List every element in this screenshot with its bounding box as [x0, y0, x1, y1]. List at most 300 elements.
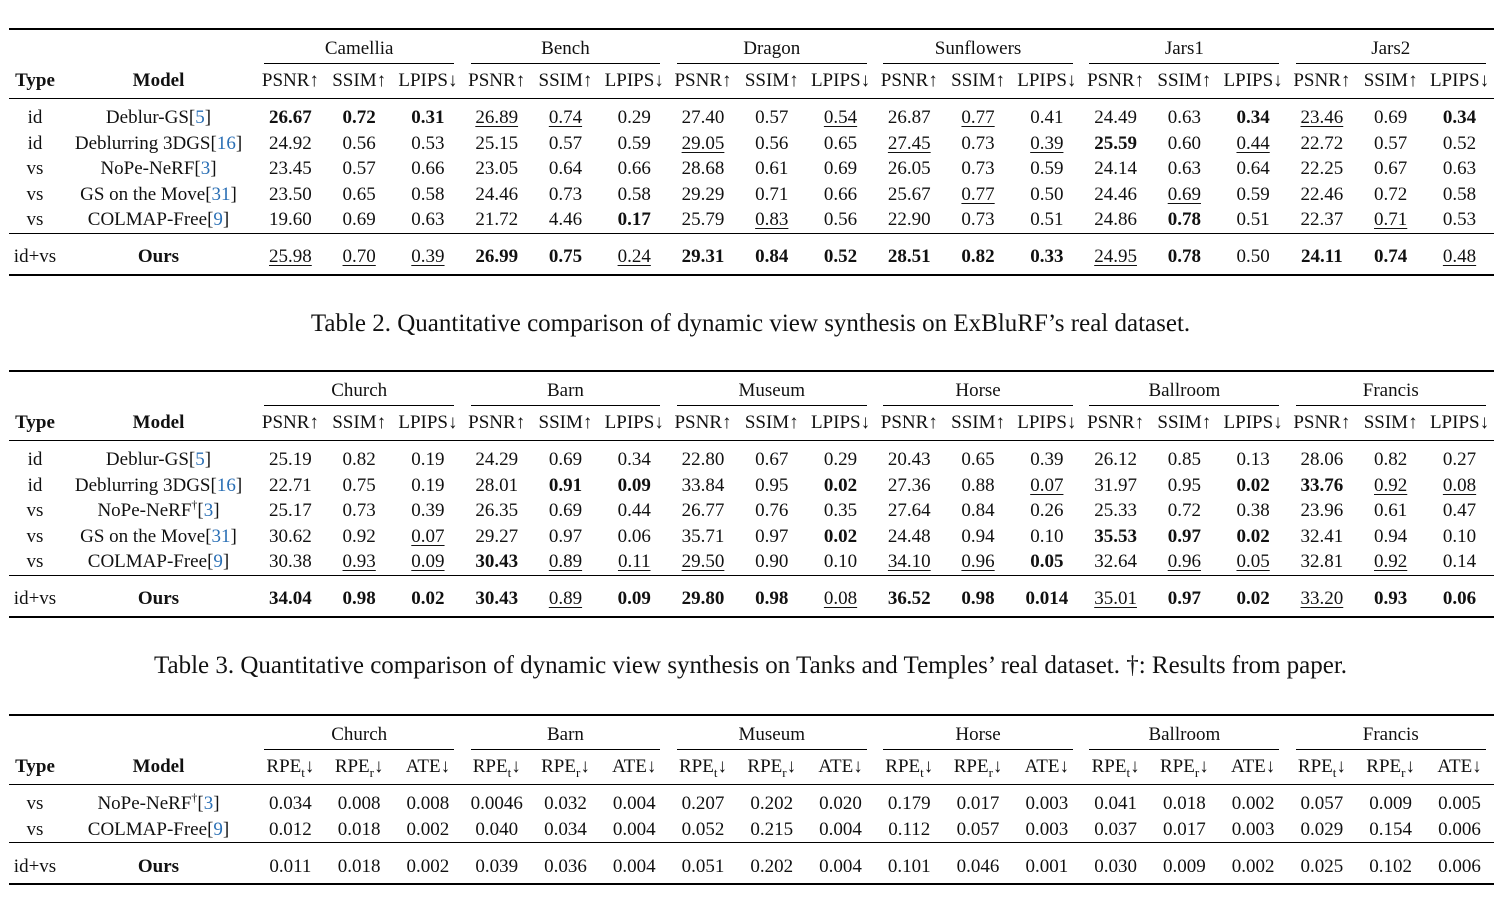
metric-value — [1081, 524, 1150, 550]
metric-value — [1288, 240, 1357, 275]
metric-value-text: 0.51 — [1030, 209, 1064, 231]
metric-header: LPIPS↓ — [604, 70, 664, 91]
metric-value — [256, 473, 325, 499]
metric-value — [1356, 207, 1425, 233]
metric-header — [669, 750, 738, 785]
metric-value-text: 0.74 — [1374, 246, 1408, 267]
metric-value — [944, 549, 1013, 575]
metric-value — [325, 498, 394, 524]
metric-value-text: 28.06 — [1300, 449, 1344, 471]
metric-value — [462, 549, 531, 575]
metric-value — [1288, 131, 1357, 157]
citation-link[interactable]: 9 — [213, 818, 223, 840]
metric-value-text: 0.83 — [755, 209, 789, 231]
citation-link[interactable]: 3 — [203, 500, 214, 522]
metric-value — [1219, 156, 1288, 182]
metric-value — [531, 524, 600, 550]
metric-value-text: 0.75 — [342, 474, 376, 496]
metric-value — [600, 207, 669, 233]
metric-value-text: 0.85 — [1167, 449, 1201, 471]
metric-value — [737, 524, 806, 550]
type-cell: vs — [26, 500, 44, 522]
dataset-group-header: Sunflowers — [883, 35, 1073, 64]
metric-value — [737, 473, 806, 499]
dagger-mark: † — [191, 790, 198, 805]
metric-value-text: 0.05 — [1236, 551, 1270, 573]
metric-value — [1288, 817, 1357, 843]
metric-value-text: 0.0046 — [470, 793, 523, 815]
table-row — [9, 156, 1494, 182]
metric-value-text: 0.88 — [961, 474, 995, 496]
metric-value-text: 35.01 — [1094, 588, 1137, 609]
metric-value — [1288, 549, 1357, 575]
metric-value-text: 0.02 — [1236, 525, 1270, 547]
model-cell — [61, 849, 256, 884]
metric-value-text: 0.97 — [1167, 588, 1201, 609]
metric-value-text: 27.45 — [887, 132, 931, 154]
model-name: GS on the Move — [80, 525, 206, 547]
metric-value-text: 0.19 — [411, 449, 445, 471]
metric-value — [669, 156, 738, 182]
metric-value — [1081, 182, 1150, 208]
metric-value-text: 0.006 — [1438, 818, 1481, 840]
metric-value-text: 0.003 — [1231, 818, 1275, 840]
type-cell: vs — [26, 551, 44, 573]
metric-value — [1081, 549, 1150, 575]
metric-value — [325, 207, 394, 233]
metric-value — [1150, 524, 1219, 550]
metric-arrow: ↓ — [1336, 756, 1346, 777]
type-cell: vs — [26, 793, 44, 815]
metric-value-text: 0.207 — [681, 793, 725, 815]
metric-value — [875, 182, 944, 208]
metric-value-text: 28.01 — [475, 474, 519, 496]
metric-name: RPE — [679, 756, 714, 777]
metric-value-text: 0.65 — [961, 449, 995, 471]
metric-value — [1012, 817, 1081, 843]
metric-value-text: 24.14 — [1094, 158, 1137, 180]
metric-subscript: r — [1401, 764, 1406, 780]
metric-value-text: 0.82 — [961, 246, 995, 267]
table-row — [9, 498, 1494, 524]
metric-value-text: 0.046 — [956, 855, 1000, 877]
metric-value — [1150, 791, 1219, 817]
metric-value — [1356, 549, 1425, 575]
metric-value — [1219, 549, 1288, 575]
metric-value-text: 0.002 — [1231, 793, 1275, 815]
citation-link[interactable]: 9 — [213, 551, 223, 573]
metric-header: PSNR↑ — [1293, 70, 1351, 91]
metric-header: LPIPS↓ — [398, 70, 458, 91]
metric-value — [669, 473, 738, 499]
metric-value — [462, 156, 531, 182]
metric-name: RPE — [541, 756, 576, 777]
metric-value — [462, 498, 531, 524]
metric-value-text: 23.50 — [269, 183, 312, 205]
metric-value — [1081, 817, 1150, 843]
metric-value — [737, 791, 806, 817]
metric-value — [462, 105, 531, 131]
metric-header: PSNR↑ — [674, 412, 732, 433]
metric-value-text: 23.45 — [269, 158, 312, 180]
citation-link[interactable]: 9 — [213, 209, 223, 231]
metric-value — [462, 524, 531, 550]
metric-value-text: 0.66 — [617, 158, 651, 180]
metric-name: RPE — [1297, 756, 1333, 777]
metric-value-text: 0.004 — [612, 793, 656, 815]
model-cell: NoPe-NeRF†[3] — [97, 790, 220, 815]
metric-value-text: 0.71 — [755, 183, 789, 205]
metric-value — [1219, 105, 1288, 131]
metric-header — [531, 750, 600, 785]
metric-header: LPIPS↓ — [1223, 412, 1283, 433]
metric-value-text: 27.64 — [887, 500, 931, 522]
metric-subscript: r — [988, 764, 993, 780]
metric-value-text: 0.24 — [617, 246, 651, 267]
metric-value — [806, 524, 875, 550]
metric-value — [669, 582, 738, 617]
metric-value-text: 0.92 — [1374, 474, 1408, 496]
metric-value-text: 30.43 — [475, 588, 519, 609]
metric-value-text: 0.90 — [755, 551, 789, 573]
metric-name: RPE — [1091, 756, 1127, 777]
metric-value — [1356, 105, 1425, 131]
metric-header — [325, 750, 394, 785]
metric-value-text: 0.54 — [823, 107, 858, 129]
metric-value — [325, 131, 394, 157]
metric-value-text: 0.50 — [1030, 183, 1064, 205]
citation-link[interactable]: 5 — [195, 107, 205, 129]
metric-value — [669, 131, 738, 157]
metric-value — [394, 549, 463, 575]
citation-link[interactable]: 31 — [211, 525, 231, 547]
metric-value-text: 0.65 — [823, 132, 858, 154]
citation-link[interactable]: 3 — [200, 158, 211, 180]
metric-value — [1356, 849, 1425, 884]
metric-value-text: 0.57 — [342, 158, 376, 180]
table-row — [9, 791, 1494, 817]
metric-value — [944, 582, 1013, 617]
metric-value — [256, 524, 325, 550]
metric-value — [737, 549, 806, 575]
metric-value — [1219, 791, 1288, 817]
metric-value-text: 0.09 — [617, 588, 651, 609]
metric-value — [1081, 240, 1150, 275]
metric-value — [1219, 524, 1288, 550]
metric-value — [325, 849, 394, 884]
metric-value — [875, 582, 944, 617]
metric-value — [462, 207, 531, 233]
metric-value — [325, 817, 394, 843]
type-cell: id — [27, 107, 43, 129]
metric-value — [737, 131, 806, 157]
metric-value — [1356, 131, 1425, 157]
metric-value-text: 0.13 — [1236, 449, 1270, 471]
metric-header — [1425, 750, 1494, 785]
metric-value-text: 0.02 — [823, 474, 858, 496]
metric-value — [325, 524, 394, 550]
metric-value — [600, 131, 669, 157]
metric-value — [1288, 849, 1357, 884]
table-3-caption: Table 3. Quantitative comparison of dynamic view synthesis on Tanks and Temples’ real dataset. †: Results from paper. — [153, 652, 1348, 679]
metric-value — [1081, 207, 1150, 233]
metric-value — [1356, 447, 1425, 473]
metric-value — [1425, 582, 1494, 617]
metric-value-text: 0.39 — [411, 246, 445, 267]
metric-arrow: ↓ — [1199, 756, 1209, 777]
metric-value-text: 0.34 — [1442, 107, 1477, 129]
metric-value — [256, 791, 325, 817]
metric-value — [325, 156, 394, 182]
metric-value-text: 0.037 — [1094, 818, 1137, 840]
metric-subscript: t — [920, 764, 924, 780]
metric-value-text: 0.89 — [548, 588, 583, 609]
metric-value-text: 0.93 — [1374, 588, 1408, 609]
metric-value-text: 0.92 — [342, 525, 376, 547]
metric-value — [1425, 156, 1494, 182]
metric-value — [669, 447, 738, 473]
metric-value — [1356, 182, 1425, 208]
model-name: Deblurring 3DGS — [74, 132, 211, 154]
metric-value — [531, 817, 600, 843]
metric-value — [944, 473, 1013, 499]
type-cell: vs — [26, 818, 44, 840]
metric-value-text: 29.27 — [475, 525, 519, 547]
metric-value — [1081, 849, 1150, 884]
metric-value-text: 0.72 — [342, 107, 376, 129]
table-exblurf-synthesis — [9, 28, 1494, 278]
metric-header: PSNR↑ — [880, 412, 938, 433]
metric-value-text: 0.020 — [819, 793, 862, 815]
metric-value — [531, 473, 600, 499]
metric-value — [669, 207, 738, 233]
metric-value — [806, 791, 875, 817]
metric-value-text: 24.46 — [1094, 183, 1137, 205]
metric-value-text: 0.84 — [961, 500, 995, 522]
metric-value — [531, 498, 600, 524]
metric-value — [256, 105, 325, 131]
metric-value — [669, 524, 738, 550]
metric-value — [1012, 207, 1081, 233]
metric-value-text: 25.33 — [1094, 500, 1137, 522]
metric-subscript: r — [369, 764, 375, 780]
metric-value — [600, 549, 669, 575]
metric-value-text: 0.112 — [888, 818, 931, 840]
metric-value-text: 0.10 — [823, 551, 858, 573]
metric-value — [1288, 791, 1357, 817]
metric-value — [394, 131, 463, 157]
citation-link[interactable]: 31 — [211, 183, 231, 205]
metric-value — [1425, 447, 1494, 473]
metric-value — [1012, 182, 1081, 208]
metric-value — [531, 582, 600, 617]
metric-value-text: 0.039 — [475, 855, 519, 877]
metric-value — [1219, 473, 1288, 499]
metric-name: RPE — [1160, 756, 1195, 777]
metric-value — [1012, 131, 1081, 157]
metric-value — [256, 182, 325, 208]
metric-header — [1356, 750, 1425, 785]
metric-value-text: 26.35 — [475, 500, 519, 522]
metric-header — [875, 750, 944, 785]
metric-header: PSNR↑ — [1293, 412, 1351, 433]
metric-value-text: 0.69 — [548, 449, 583, 471]
metric-header: SSIM↑ — [1157, 70, 1212, 91]
citation-link[interactable]: 16 — [216, 474, 236, 496]
metric-value-text: 33.76 — [1300, 474, 1344, 496]
metric-value — [325, 791, 394, 817]
metric-value-text: 0.002 — [406, 855, 450, 877]
metric-value — [531, 207, 600, 233]
metric-value-text: 0.012 — [269, 818, 312, 840]
metric-value — [462, 447, 531, 473]
metric-value — [1356, 791, 1425, 817]
model-cell: Deblurring 3DGS[16] — [74, 132, 243, 154]
metric-value-text: 0.65 — [342, 183, 376, 205]
metric-value-text: 24.29 — [475, 449, 519, 471]
table-row — [9, 447, 1494, 473]
metric-value-text: 0.005 — [1438, 793, 1481, 815]
metric-value — [1288, 447, 1357, 473]
metric-value — [462, 240, 531, 275]
metric-value-text: 0.97 — [548, 525, 583, 547]
metric-value-text: 0.67 — [755, 449, 789, 471]
metric-value — [256, 207, 325, 233]
metric-value-text: 0.02 — [1236, 588, 1270, 609]
metric-value-text: 34.04 — [269, 588, 312, 609]
metric-value-text: 20.43 — [887, 449, 931, 471]
metric-value — [875, 447, 944, 473]
metric-value-text: 0.31 — [411, 107, 445, 129]
metric-value-text: 0.017 — [956, 793, 1000, 815]
metric-arrow: ↓ — [1265, 756, 1276, 777]
metric-name: ATE — [612, 756, 647, 777]
metric-value — [806, 447, 875, 473]
table-row — [9, 207, 1494, 233]
metric-value-text: 24.95 — [1094, 246, 1137, 267]
metric-value — [806, 498, 875, 524]
metric-arrow: ↓ — [1059, 756, 1069, 777]
metric-value — [1425, 817, 1494, 843]
model-name: Deblurring 3DGS — [74, 474, 211, 496]
metric-header: SSIM↑ — [332, 70, 387, 91]
type-cell: id+vs — [13, 855, 57, 877]
metric-value — [1356, 473, 1425, 499]
metric-value-text: 0.08 — [1442, 474, 1477, 496]
metric-value-text: 0.98 — [961, 588, 995, 609]
metric-name: RPE — [266, 756, 302, 777]
metric-value — [737, 240, 806, 275]
metric-value-text: 24.86 — [1094, 209, 1137, 231]
metric-value — [737, 817, 806, 843]
metric-value-text: 0.19 — [411, 474, 445, 496]
metric-value-text: 0.002 — [1231, 855, 1275, 877]
model-name: NoPe-NeRF — [97, 500, 192, 522]
metric-value — [1219, 582, 1288, 617]
metric-value-text: 26.05 — [887, 158, 931, 180]
citation-link[interactable]: 5 — [195, 449, 205, 471]
metric-value — [669, 105, 738, 131]
table-row — [9, 105, 1494, 131]
dataset-group-header: Church — [264, 721, 454, 750]
metric-value — [1356, 240, 1425, 275]
metric-value — [737, 182, 806, 208]
metric-subscript: t — [713, 764, 718, 780]
metric-value — [1081, 582, 1150, 617]
metric-value — [1012, 498, 1081, 524]
metric-value — [1150, 182, 1219, 208]
metric-value — [325, 473, 394, 499]
metric-value-text: 26.67 — [269, 107, 312, 129]
citation-link[interactable]: 3 — [203, 793, 214, 815]
metric-value — [875, 473, 944, 499]
metric-value — [394, 105, 463, 131]
metric-value — [1150, 498, 1219, 524]
metric-value — [1288, 207, 1357, 233]
metric-value-text: 0.63 — [411, 209, 445, 231]
dataset-group-header: Museum — [677, 721, 867, 750]
model-cell: GS on the Move[31] — [80, 525, 237, 547]
metric-arrow: ↓ — [580, 756, 590, 777]
metric-value-text: 0.034 — [544, 818, 587, 840]
dataset-group-header: Francis — [1296, 377, 1486, 406]
metric-value — [1150, 240, 1219, 275]
metric-header: LPIPS↓ — [604, 412, 664, 433]
metric-value-text: 0.82 — [342, 449, 376, 471]
metric-header: SSIM↑ — [332, 412, 387, 433]
metric-value-text: 25.98 — [269, 246, 312, 267]
metric-arrow: ↓ — [304, 756, 315, 777]
metric-value — [1219, 240, 1288, 275]
metric-value-text: 32.81 — [1300, 551, 1344, 573]
metric-value-text: 22.46 — [1300, 183, 1344, 205]
dataset-group-header: Ballroom — [1089, 721, 1279, 750]
metric-value-text: 27.40 — [681, 107, 725, 129]
model-column-header: Model — [132, 70, 185, 91]
metric-value — [462, 582, 531, 617]
metric-value — [1219, 849, 1288, 884]
citation-link[interactable]: 16 — [216, 132, 236, 154]
metric-value-text: 0.009 — [1369, 793, 1413, 815]
metric-value-text: 0.77 — [961, 183, 995, 205]
metric-value — [394, 473, 463, 499]
metric-value — [875, 156, 944, 182]
metric-value-text: 26.12 — [1094, 449, 1137, 471]
metric-value — [256, 498, 325, 524]
metric-value-text: 34.10 — [887, 551, 931, 573]
metric-value-text: 0.73 — [961, 132, 995, 154]
metric-value-text: 0.09 — [411, 551, 445, 573]
metric-value — [875, 105, 944, 131]
metric-arrow: ↓ — [646, 756, 657, 777]
metric-value — [256, 549, 325, 575]
metric-value-text: 0.58 — [1442, 183, 1477, 205]
metric-value-text: 28.51 — [887, 246, 931, 267]
metric-name: ATE — [1230, 756, 1266, 777]
metric-value-text: 0.94 — [1374, 525, 1408, 547]
metric-value — [1012, 524, 1081, 550]
metric-value-text: 0.59 — [1236, 183, 1270, 205]
metric-value-text: 0.34 — [1236, 107, 1270, 129]
metric-value-text: 0.001 — [1025, 855, 1069, 877]
dataset-group-header: Dragon — [677, 35, 867, 64]
metric-value-text: 0.72 — [1374, 183, 1408, 205]
table-row — [9, 549, 1494, 575]
metric-value-text: 0.009 — [1162, 855, 1206, 877]
metric-value-text: 0.07 — [1030, 474, 1064, 496]
metric-value-text: 0.10 — [1442, 525, 1477, 547]
metric-value — [1356, 498, 1425, 524]
